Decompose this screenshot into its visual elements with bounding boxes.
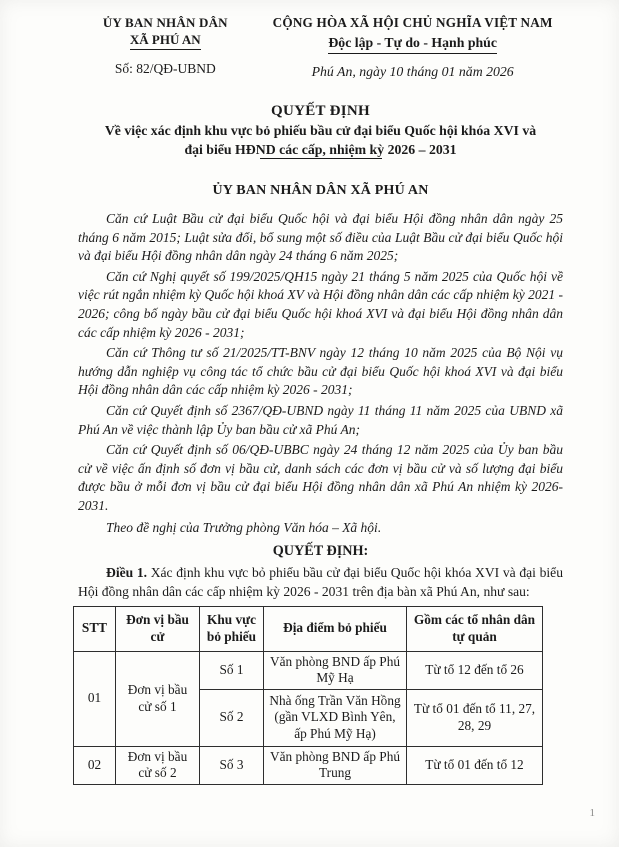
col-header-khu-vuc: Khu vực bỏ phiếu	[200, 606, 264, 651]
issuing-authority-underline: XÃ PHÚ AN	[130, 31, 201, 50]
motto-underline: Độc lập - Tự do - Hạnh phúc	[328, 33, 497, 54]
document-subtitle-line1: Về việc xác định khu vực bỏ phiếu bầu cử đại biểu Quốc hội khóa XVI và	[104, 123, 537, 138]
cell-stt: 02	[74, 746, 116, 784]
document-subtitle-line2: đại biểu HĐND các cấp, nhiệm kỳ 2026 – 2031	[184, 142, 457, 157]
col-header-dia-diem: Địa điểm bỏ phiếu	[264, 606, 407, 651]
article-1-text: Xác định khu vực bỏ phiếu bầu cử đại biểu Quốc hội khóa XVI và đại biểu Hội đồng nhân dân các cấp nhiệm kỳ 2026 - 2031 trên địa bàn xã Phú An, như sau:	[78, 565, 563, 599]
article-1-paragraph	[78, 564, 563, 602]
document-title: QUYẾT ĐỊNH	[271, 103, 370, 119]
cell-groups: Từ tổ 01 đến tổ 11, 27, 28, 29	[407, 689, 543, 746]
document-number: Số: 82/QĐ-UBND	[114, 61, 216, 76]
cell-place: Văn phòng BND ấp Phú Mỹ Hạ	[264, 651, 407, 689]
cell-stt: 01	[74, 651, 116, 746]
col-header-don-vi: Đơn vị bầu cử	[116, 606, 200, 651]
page-number: 1	[589, 807, 595, 819]
col-header-stt: STT	[74, 606, 116, 651]
cell-area: Số 1	[200, 651, 264, 689]
recital-paragraph: Căn cứ Quyết định số 2367/QĐ-UBND ngày 11 tháng 11 năm 2025 của UBND xã Phú An về việc thành lập Ủy ban bầu cử xã Phú An;	[78, 402, 563, 437]
cell-unit: Đơn vị bầu cử số 1	[116, 651, 200, 746]
cell-place: Nhà ống Trần Văn Hồng (gần VLXD Bình Yên, ấp Phú Mỹ Hạ)	[264, 689, 407, 746]
recital-paragraph: Căn cứ Quyết định số 06/QĐ-UBBC ngày 24 tháng 12 năm 2025 của Ủy ban bầu cử về việc ấn định số đơn vị bầu cử, danh sách các đơn vị bầu cử và số lượng đại biểu được bầu ở mỗi đơn vị bầu cử đại biểu Hội đồng nhân dân xã Phú An nhiệm kỳ 2026-2031.	[78, 442, 563, 513]
cell-groups: Từ tổ 01 đến tổ 12	[407, 746, 543, 784]
place-date-line: Phú An, ngày 10 tháng 01 năm 2026	[311, 64, 514, 79]
recital-paragraph: Căn cứ Nghị quyết số 199/2025/QH15 ngày 21 tháng 5 năm 2025 của Quốc hội về việc rút ngắn nhiệm kỳ Quốc hội khoá XV và Hội đồng nhân dân các cấp nhiệm kỳ 2021 - 2026; công bố ngày bầu cử đại biểu Quốc hội khoá XVI và đại biểu Hội đồng nhân dân các cấp nhiệm kỳ 2026 - 2031;	[78, 268, 563, 340]
polling-areas-table	[73, 606, 543, 785]
table-row	[74, 651, 543, 689]
document-header	[78, 14, 563, 80]
cell-place: Văn phòng BND ấp Phú Trung	[264, 746, 407, 784]
national-motto-line1: CỘNG HÒA XÃ HỘI CHỦ NGHĨA VIỆT NAM	[272, 15, 553, 30]
document-title-block	[78, 101, 563, 159]
recital-paragraph: Căn cứ Luật Bầu cử đại biểu Quốc hội và đại biểu Hội đồng nhân dân ngày 25 tháng 6 năm 2015; Luật sửa đổi, bổ sung một số điều của Luật Bầu cử đại biểu Quốc hội và đại biểu Hội đồng nhân dân ngày 24 tháng 6 năm 2025;	[78, 211, 563, 264]
issuer-heading: ỦY BAN NHÂN DÂN XÃ PHÚ AN	[212, 183, 429, 198]
col-header-to-tu-quan: Gồm các tổ nhân dân tự quản	[407, 606, 543, 651]
cell-area: Số 2	[200, 689, 264, 746]
table-row	[74, 746, 543, 784]
issuing-authority-line1: ỦY BAN NHÂN DÂN	[102, 15, 228, 30]
recitals-section	[78, 210, 563, 537]
cell-groups: Từ tổ 12 đến tổ 26	[407, 651, 543, 689]
national-header-block	[262, 14, 563, 80]
issuing-authority-block	[78, 14, 253, 77]
cell-unit: Đơn vị bầu cử số 2	[116, 746, 200, 784]
cell-area: Số 3	[200, 746, 264, 784]
article-1-label: Điều 1.	[106, 565, 148, 581]
table-header-row	[74, 606, 543, 651]
recital-paragraph: Căn cứ Thông tư số 21/2025/TT-BNV ngày 12 tháng 10 năm 2025 của Bộ Nội vụ hướng dẫn nghiệp vụ công tác tổ chức bầu cử đại biểu Quốc hội khoá XVI và đại biểu Hội đồng nhân dân các cấp nhiệm kỳ 2026 - 2031;	[78, 345, 563, 398]
national-motto-line2	[262, 33, 563, 54]
proposal-paragraph: Theo đề nghị của Trưởng phòng Văn hóa – Xã hội.	[106, 519, 382, 535]
issuing-authority-line2	[78, 31, 253, 50]
decision-heading: QUYẾT ĐỊNH:	[272, 543, 369, 560]
